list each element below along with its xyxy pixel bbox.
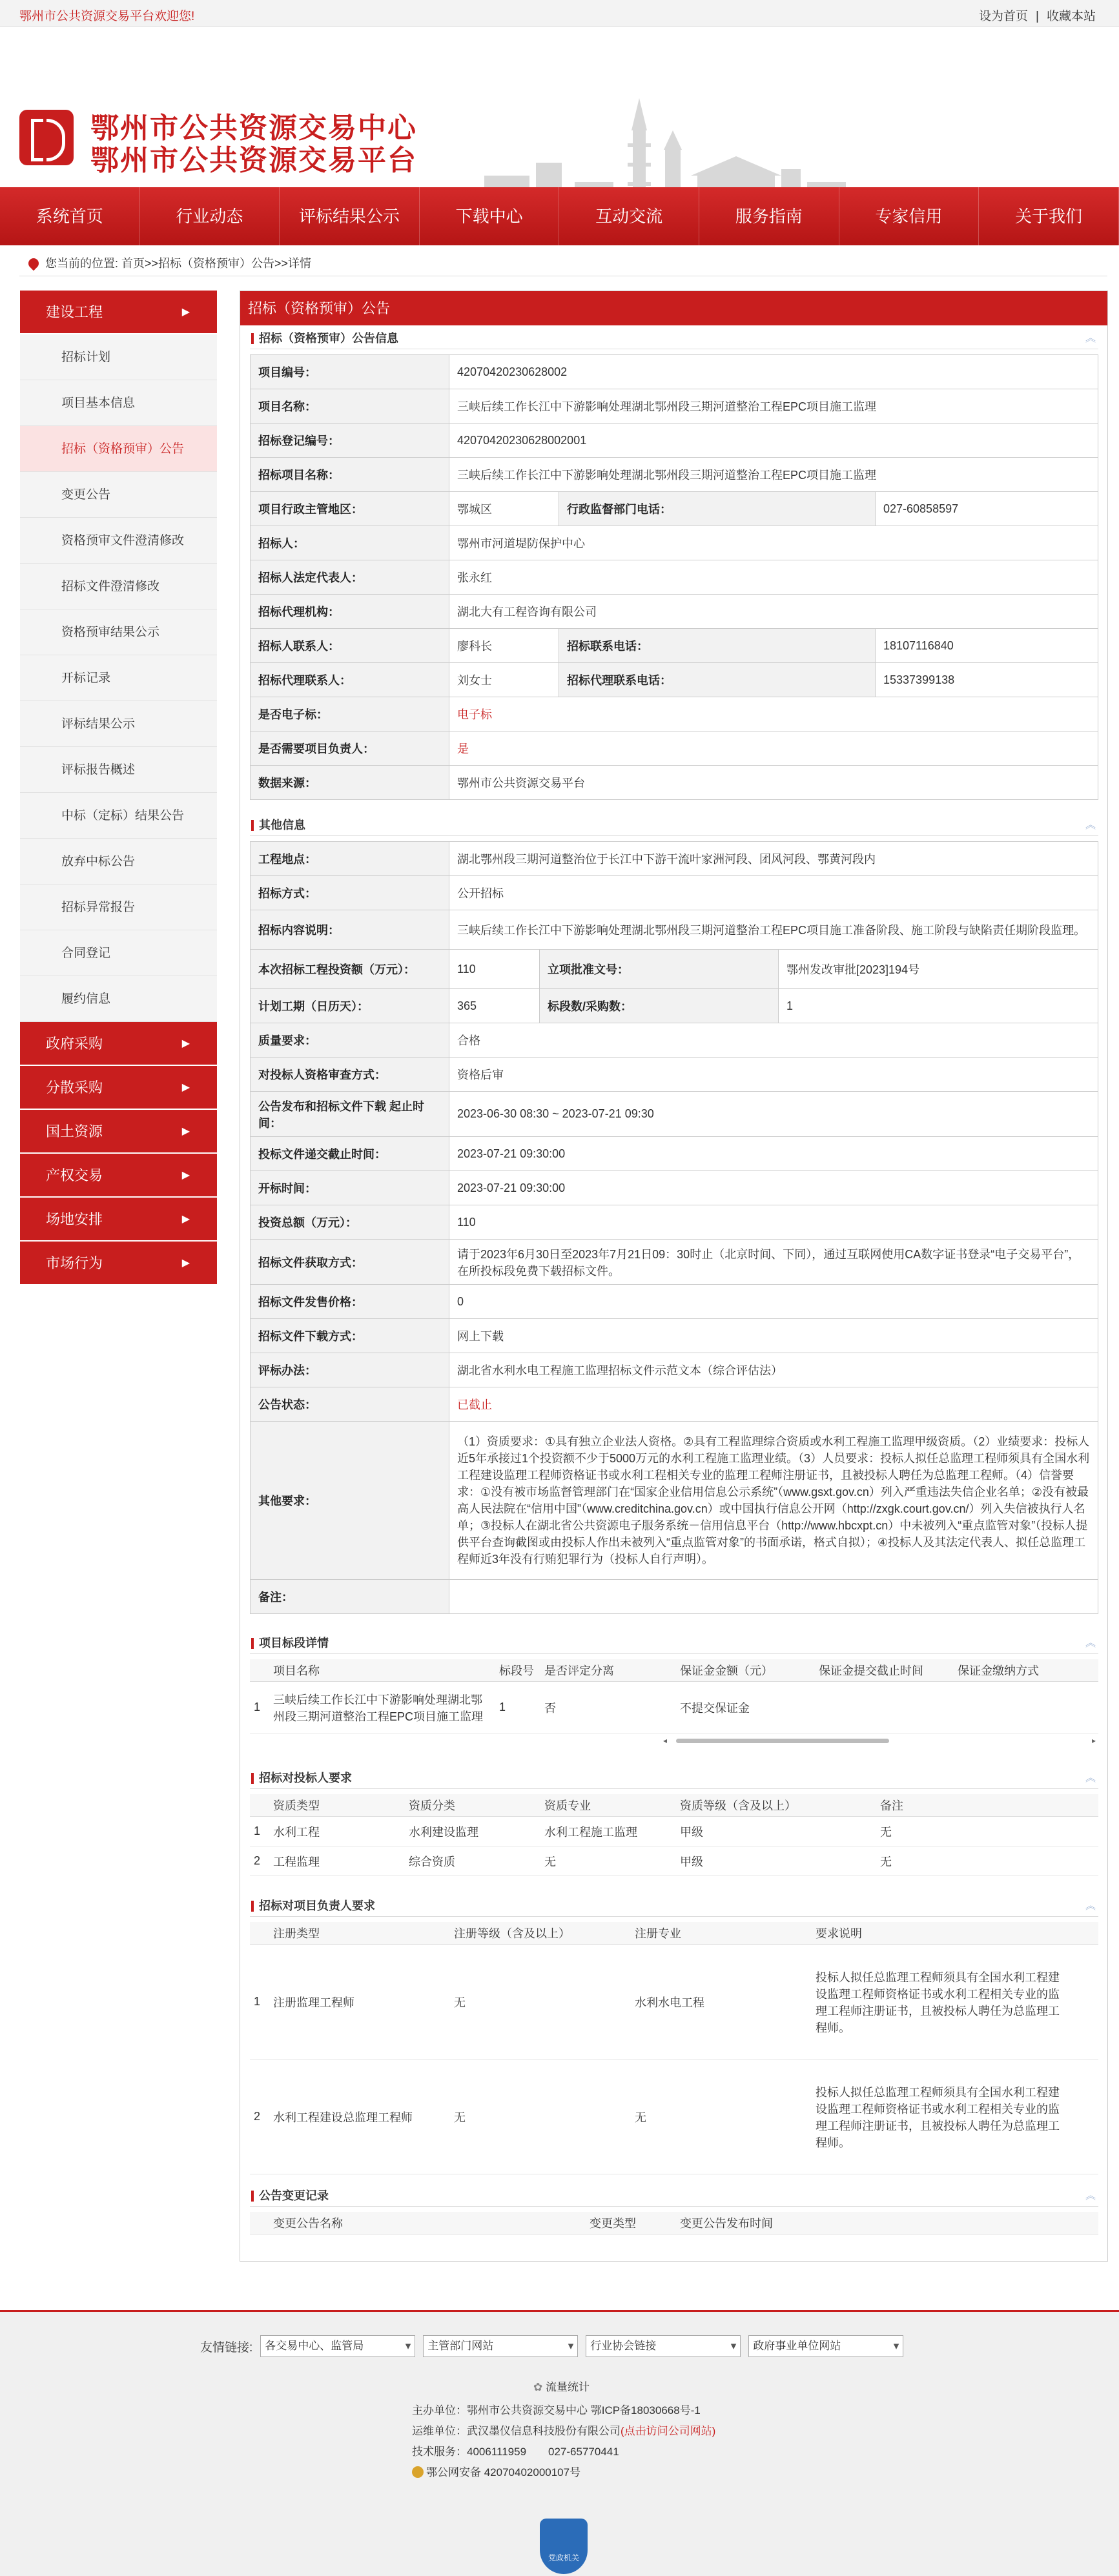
field-label: 数据来源： [251, 766, 449, 800]
friends-label: 友情链接: [200, 2340, 253, 2355]
remark [449, 1580, 1098, 1614]
field-label: 招标人联系人： [251, 629, 449, 663]
collapse-icon[interactable]: ︽ [1085, 1901, 1096, 1912]
section-header [250, 1633, 1098, 1654]
triangle-right-icon: ▶ [181, 1170, 190, 1181]
collapse-icon[interactable]: ︽ [1085, 333, 1096, 344]
nav-expert-credit[interactable]: 专家信用 [839, 187, 980, 245]
section-notice-info [250, 328, 1098, 800]
row-index: 2 [250, 1846, 269, 1876]
section-manager-requirements [250, 1896, 1098, 2174]
column-header: 项目名称 [269, 1659, 495, 1682]
field-label: 项目编号： [251, 355, 449, 389]
project-name: 三峡后续工作长江中下游影响处理湖北鄂州段三期河道整治工程EPC项目施工监理 [449, 389, 1098, 424]
field-label: 招标人： [251, 526, 449, 560]
table-row [250, 1817, 1098, 1846]
contact-phone: 18107116840 [876, 629, 1098, 663]
sidebar-item-abandon-notice[interactable]: 放弃中标公告 [20, 839, 217, 884]
field-label: 投资总额（万元）： [251, 1205, 449, 1240]
sidebar-item-tender-clarify[interactable]: 招标文件澄清修改 [20, 564, 217, 609]
other-info-table [250, 841, 1098, 1614]
project-code: 42070420230628002 [449, 355, 1098, 389]
breadcrumb-text[interactable]: 您当前的位置: 首页>>招标（资格预审）公告>>详情 [45, 257, 312, 270]
badge-text: 党政机关 [548, 2553, 579, 2562]
open-time: 2023-07-21 09:30:00 [449, 1171, 1098, 1205]
field-label: 项目行政主管地区： [251, 492, 449, 526]
other-requirements: （1）资质要求：①具有独立企业法人资格。②具有工程监理综合资质或水利工程施工监理甲级资质。（2）业绩要求：投标人近5年承接过1个投资额不少于5000万元的水利工程施工监理业绩。（3）人员要求：投标人拟任总监理工程师须具有全国水利工程建设监理工程师资格证书或水利工程相关专业的监理工程师注册证书，且被投标人聘任为总监理工程师。（4）信誉要求：①没有被市场监督管理部门在“国家企业信用信息公示系统”（www.gsxt.gov.cn）列入严重违法失信企业名单；②没有被最高人民法院在“信用中国”（www.creditchina.gov.cn）或中国执行信息公开网（http://zxgk.court.gov.cn/）列入失信被执行人名单；③投标人在湖北省公共资源电子服务系统－信用信息平台（http://www.hbcxpt.cn）中未被列入“重点监管对象”（投标人提供平台查询截图或由投标人作出未被列入“重点监管对象”的书面承诺，格式自拟）；④投标人及其法定代表人、拟任总监理工程师近3年没有行贿犯罪行为（投标人自行声明）。 [449, 1422, 1098, 1580]
sidebar-item-performance[interactable]: 履约信息 [20, 976, 217, 1022]
section-header [250, 2185, 1098, 2207]
section-title: 招标对项目负责人要求 [259, 1899, 375, 1912]
triangle-right-icon: ▶ [181, 1214, 190, 1225]
collapse-icon[interactable]: ︽ [1085, 2191, 1096, 2202]
column-header: 资质等级（含及以上） [676, 1794, 876, 1817]
nav-interaction[interactable]: 互动交流 [559, 187, 699, 245]
change-record-table [250, 2212, 1098, 2234]
approval-number: 鄂州发改审批[2023]194号 [779, 950, 1098, 989]
cell: 水利水电工程 [631, 1945, 812, 2060]
field-label: 项目名称： [251, 389, 449, 424]
column-header: 要求说明 [812, 1922, 1098, 1945]
field-label: 本次招标工程投资额（万元）： [251, 950, 449, 989]
column-header: 资质类型 [269, 1794, 405, 1817]
section-header [250, 815, 1098, 836]
table-row [250, 2060, 1098, 2174]
field-label: 开标时间： [251, 1171, 449, 1205]
section-title: 招标（资格预审）公告信息 [259, 332, 398, 345]
field-label: 招标联系电话： [559, 629, 876, 663]
field-label: 招标代理联系人： [251, 663, 449, 697]
field-label: 其他要求： [251, 1422, 449, 1580]
sidebar-property-trade[interactable] [20, 1154, 217, 1198]
field-label: 是否需要项目负责人： [251, 731, 449, 766]
cell: 无 [450, 1945, 631, 2060]
sidebar-item-prequal-result[interactable]: 资格预审结果公示 [20, 609, 217, 655]
horizontal-scrollbar[interactable]: ◂ ▸ [663, 1736, 1096, 1745]
field-label: 对投标人资格审查方式： [251, 1058, 449, 1092]
cell: 甲级 [676, 1817, 876, 1846]
investment: 110 [449, 950, 540, 989]
column-header: 保证金缴纳方式 [954, 1659, 1098, 1682]
table-row [250, 1945, 1098, 2060]
dept-phone: 027-60858597 [876, 492, 1098, 526]
traffic-stats[interactable] [533, 2378, 590, 2394]
sidebar-item-project-info[interactable]: 项目基本信息 [20, 380, 217, 426]
field-label: 立项批准文号： [540, 950, 779, 989]
field-label: 工程地点： [251, 842, 449, 876]
column-header: 保证金提交截止时间 [815, 1659, 954, 1682]
collapse-icon[interactable]: ︽ [1085, 1773, 1096, 1784]
column-header: 资质专业 [540, 1794, 676, 1817]
field-label: 备注： [251, 1580, 449, 1614]
total-investment: 110 [449, 1205, 1098, 1240]
cell: 三峡后续工作长江中下游影响处理湖北鄂州段三期河道整治工程EPC项目施工监理 [269, 1682, 495, 1733]
need-manager: 是 [449, 731, 1098, 766]
site-title-center: 鄂州市公共资源交易中心 [90, 112, 417, 144]
separator: | [1036, 10, 1039, 23]
column-header: 标段号 [495, 1659, 540, 1682]
sidebar-label: 政府采购 [46, 1036, 103, 1052]
cell: 否 [540, 1682, 676, 1733]
sidebar-gov-purchase[interactable] [20, 1022, 217, 1066]
sidebar-item-eval-result[interactable]: 评标结果公示 [20, 701, 217, 747]
sidebar-label: 国土资源 [46, 1123, 103, 1140]
logo-icon [19, 110, 74, 165]
sidebar-item-contract[interactable]: 合同登记 [20, 930, 217, 976]
column-header: 注册专业 [631, 1922, 812, 1945]
column-header: 资质分类 [405, 1794, 540, 1817]
row-index: 1 [250, 1945, 269, 2060]
notice-info-table [250, 354, 1098, 800]
field-label: 招标内容说明： [251, 910, 449, 950]
section-header [250, 328, 1098, 349]
select-associations[interactable]: 行业协会链接 ▾ [586, 2335, 741, 2357]
footer [0, 2310, 1119, 2576]
sidebar-label: 场地安排 [46, 1211, 103, 1227]
district: 鄂城区 [449, 492, 559, 526]
legal-rep: 张永红 [449, 560, 1098, 595]
sidebar-decentralized-purchase[interactable] [20, 1066, 217, 1110]
field-label: 招标文件发售价格： [251, 1285, 449, 1319]
sidebar-market-behavior[interactable] [20, 1242, 217, 1285]
quality: 合格 [449, 1023, 1098, 1058]
cell: 水利工程建设总监理工程师 [269, 2060, 450, 2174]
tender-method: 公开招标 [449, 876, 1098, 910]
column-header: 是否评定分离 [540, 1659, 676, 1682]
page-title: 招标（资格预审）公告 [240, 291, 1107, 325]
cell: 无 [876, 1817, 1098, 1846]
police-text: 鄂公网安备 42070402000107号 [426, 2466, 581, 2479]
select-gov-units[interactable]: 政府事业单位网站 ▾ [748, 2335, 903, 2357]
column-header: 保证金金额（元） [676, 1659, 815, 1682]
field-label: 招标人法定代表人： [251, 560, 449, 595]
friend-links [200, 2335, 903, 2357]
sidebar-land-resources[interactable] [20, 1110, 217, 1154]
sidebar-construction[interactable] [20, 291, 217, 334]
sidebar-label: 产权交易 [46, 1167, 103, 1183]
table-row [250, 1846, 1098, 1876]
field-label: 招标代理机构： [251, 595, 449, 629]
field-label: 招标方式： [251, 876, 449, 910]
select-trading-centers[interactable]: 各交易中心、监管局 ▾ [260, 2335, 415, 2357]
field-label: 评标办法： [251, 1353, 449, 1387]
column-header: 变更类型 [586, 2212, 676, 2234]
obtain-method: 请于2023年6月30日至2023年7月21日09：30时止（北京时间、下同），通过互联网使用CA数字证书登录“电子交易平台”，在所投标段免费下载招标文件。 [449, 1240, 1098, 1285]
column-header: 变更公告发布时间 [676, 2212, 1098, 2234]
cell: 甲级 [676, 1846, 876, 1876]
operator-text: 运维单位：武汉墨仪信息科技股份有限公司 [412, 2425, 621, 2437]
section-change-records [250, 2185, 1098, 2234]
bidder-qualification-table [250, 1794, 1098, 1876]
tenderer: 鄂州市河道堤防保护中心 [449, 526, 1098, 560]
column-header: 备注 [876, 1794, 1098, 1817]
main-content [240, 291, 1108, 2262]
review-method: 资格后审 [449, 1058, 1098, 1092]
field-label: 招标登记编号： [251, 424, 449, 458]
set-home-link[interactable]: 设为首页 [979, 10, 1029, 23]
nav-download-center[interactable]: 下载中心 [420, 187, 560, 245]
site-title-platform: 鄂州市公共资源交易平台 [90, 145, 417, 176]
cell: 无 [540, 1846, 676, 1876]
cell [815, 1682, 954, 1733]
field-label: 是否电子标： [251, 697, 449, 731]
triangle-right-icon: ▶ [181, 1082, 190, 1093]
triangle-right-icon: ▶ [181, 1258, 190, 1269]
row-index: 2 [250, 2060, 269, 2174]
sidebar-item-eval-report[interactable]: 评标报告概述 [20, 747, 217, 793]
nav-service-guide[interactable]: 服务指南 [699, 187, 839, 245]
sidebar-item-opening-record[interactable]: 开标记录 [20, 655, 217, 701]
field-label: 招标项目名称： [251, 458, 449, 492]
sidebar-label: 分散采购 [46, 1079, 103, 1096]
section-header [250, 1768, 1098, 1789]
section-bid-sections [250, 1633, 1098, 1746]
sidebar-item-plan[interactable]: 招标计划 [20, 334, 217, 380]
sidebar-item-tender-notice[interactable]: 招标（资格预审）公告 [20, 426, 217, 472]
bid-project-name: 三峡后续工作长江中下游影响处理湖北鄂州段三期河道整治工程EPC项目施工监理 [449, 458, 1098, 492]
download-method: 网上下载 [449, 1319, 1098, 1353]
field-label: 投标文件递交截止时间： [251, 1137, 449, 1171]
stats-label: 流量统计 [545, 2381, 590, 2393]
triangle-right-icon: ▶ [181, 1038, 190, 1049]
column-header: 注册类型 [269, 1922, 450, 1945]
section-bidder-requirements [250, 1768, 1098, 1876]
collapse-icon[interactable]: ︽ [1085, 1638, 1096, 1649]
breadcrumb [19, 250, 1107, 276]
cell: 水利工程施工监理 [540, 1817, 676, 1846]
column-header: 变更公告名称 [269, 2212, 586, 2234]
cell: 注册监理工程师 [269, 1945, 450, 2060]
cell: 1 [495, 1682, 540, 1733]
top-bar [0, 0, 1119, 27]
triangle-right-icon: ▶ [181, 1126, 190, 1137]
cell: 水利工程 [269, 1817, 405, 1846]
location: 湖北鄂州段三期河道整治位于长江中下游干流叶家洲河段、团风河段、鄂黄河段内 [449, 842, 1098, 876]
field-label: 行政监督部门电话： [559, 492, 876, 526]
section-count: 1 [779, 989, 1098, 1023]
registration-code: 42070420230628002001 [449, 424, 1098, 458]
operator-info [412, 2422, 715, 2438]
electronic-bid: 电子标 [449, 697, 1098, 731]
support-info: 技术服务：4006111959 027-65770441 [412, 2446, 619, 2458]
nav-about-us[interactable]: 关于我们 [979, 187, 1119, 245]
sidebar-label: 市场行为 [46, 1255, 103, 1271]
eval-method: 湖北省水利水电工程施工监理招标文件示范文本（综合评估法） [449, 1353, 1098, 1387]
sidebar-item-prequal-clarify[interactable]: 资格预审文件澄清修改 [20, 518, 217, 564]
welcome-text: 鄂州市公共资源交易平台欢迎您! [19, 10, 195, 23]
row-index: 1 [250, 1817, 269, 1846]
cell: 投标人拟任总监理工程师须具有全国水利工程建设监理工程师资格证书或水利工程相关专业的监理工程师注册证书，且被投标人聘任为总监理工程师。 [812, 1945, 1098, 2060]
field-label: 计划工期（日历天）： [251, 989, 449, 1023]
sidebar-label: 建设工程 [46, 304, 103, 320]
section-other-info [250, 815, 1098, 1614]
cell: 无 [631, 2060, 812, 2174]
data-source: 鄂州市公共资源交易平台 [449, 766, 1098, 800]
header [0, 27, 1119, 187]
police-record[interactable] [412, 2463, 580, 2479]
tender-content: 三峡后续工作长江中下游影响处理湖北鄂州段三期河道整治工程EPC项目施工准备阶段、施工阶段与缺陷责任期阶段监理。 [449, 910, 1098, 950]
stats-icon: ✿ [533, 2381, 543, 2393]
cell: 不提交保证金 [676, 1682, 815, 1733]
collapse-icon[interactable]: ︽ [1085, 820, 1096, 831]
field-label: 招标文件下载方式： [251, 1319, 449, 1353]
nav-home[interactable]: 系统首页 [0, 187, 140, 245]
manager-requirement-table [250, 1922, 1098, 2174]
cell: 无 [450, 2060, 631, 2174]
agency: 湖北大有工程咨询有限公司 [449, 595, 1098, 629]
cell: 工程监理 [269, 1846, 405, 1876]
host-info: 主办单位：鄂州市公共资源交易中心 鄂ICP备18030668号-1 [412, 2404, 701, 2417]
cell: 综合资质 [405, 1846, 540, 1876]
sidebar-venue-booking[interactable] [20, 1198, 217, 1242]
gov-org-badge-icon[interactable] [540, 2519, 588, 2574]
field-label: 质量要求： [251, 1023, 449, 1058]
field-label: 招标文件获取方式： [251, 1240, 449, 1285]
sidebar [20, 291, 217, 1285]
field-label: 招标代理联系电话： [559, 663, 876, 697]
cell [954, 1682, 1098, 1733]
section-title: 项目标段详情 [259, 1637, 329, 1650]
select-authorities[interactable]: 主管部门网站 ▾ [423, 2335, 578, 2357]
operator-link[interactable]: (点击访问公司网站) [621, 2425, 716, 2437]
location-pin-icon [26, 256, 41, 271]
table-row [250, 1682, 1098, 1733]
triangle-right-icon: ▶ [181, 307, 190, 318]
section-title: 招标对投标人要求 [259, 1772, 352, 1784]
field-label: 公告发布和招标文件下载 起止时间： [251, 1092, 449, 1137]
bookmark-link[interactable]: 收藏本站 [1046, 10, 1096, 23]
contact: 廖科长 [449, 629, 559, 663]
period: 365 [449, 989, 540, 1023]
cell: 投标人拟任总监理工程师须具有全国水利工程建设监理工程师资格证书或水利工程相关专业的监理工程师注册证书，且被投标人聘任为总监理工程师。 [812, 2060, 1098, 2174]
field-label: 公告状态： [251, 1387, 449, 1422]
section-header [250, 1896, 1098, 1917]
agent-contact: 刘女士 [449, 663, 559, 697]
cell: 无 [876, 1846, 1098, 1876]
publish-period: 2023-06-30 08:30 ~ 2023-07-21 09:30 [449, 1092, 1098, 1137]
price: 0 [449, 1285, 1098, 1319]
bid-section-table [250, 1659, 1098, 1733]
police-badge-icon [412, 2466, 424, 2478]
agent-phone: 15337399138 [876, 663, 1098, 697]
main-nav [0, 187, 1119, 245]
sidebar-item-exception-report[interactable]: 招标异常报告 [20, 884, 217, 930]
submit-deadline: 2023-07-21 09:30:00 [449, 1137, 1098, 1171]
sidebar-item-award-result[interactable]: 中标（定标）结果公告 [20, 793, 217, 839]
section-title: 公告变更记录 [259, 2189, 329, 2202]
nav-industry-news[interactable]: 行业动态 [140, 187, 280, 245]
row-index: 1 [250, 1682, 269, 1733]
field-label: 标段数/采购数： [540, 989, 779, 1023]
sidebar-item-change-notice[interactable]: 变更公告 [20, 472, 217, 518]
nav-evaluation-results[interactable]: 评标结果公示 [280, 187, 420, 245]
section-title: 其他信息 [259, 819, 305, 832]
cell: 水利建设监理 [405, 1817, 540, 1846]
notice-status: 已截止 [449, 1387, 1098, 1422]
column-header: 注册等级（含及以上） [450, 1922, 631, 1945]
